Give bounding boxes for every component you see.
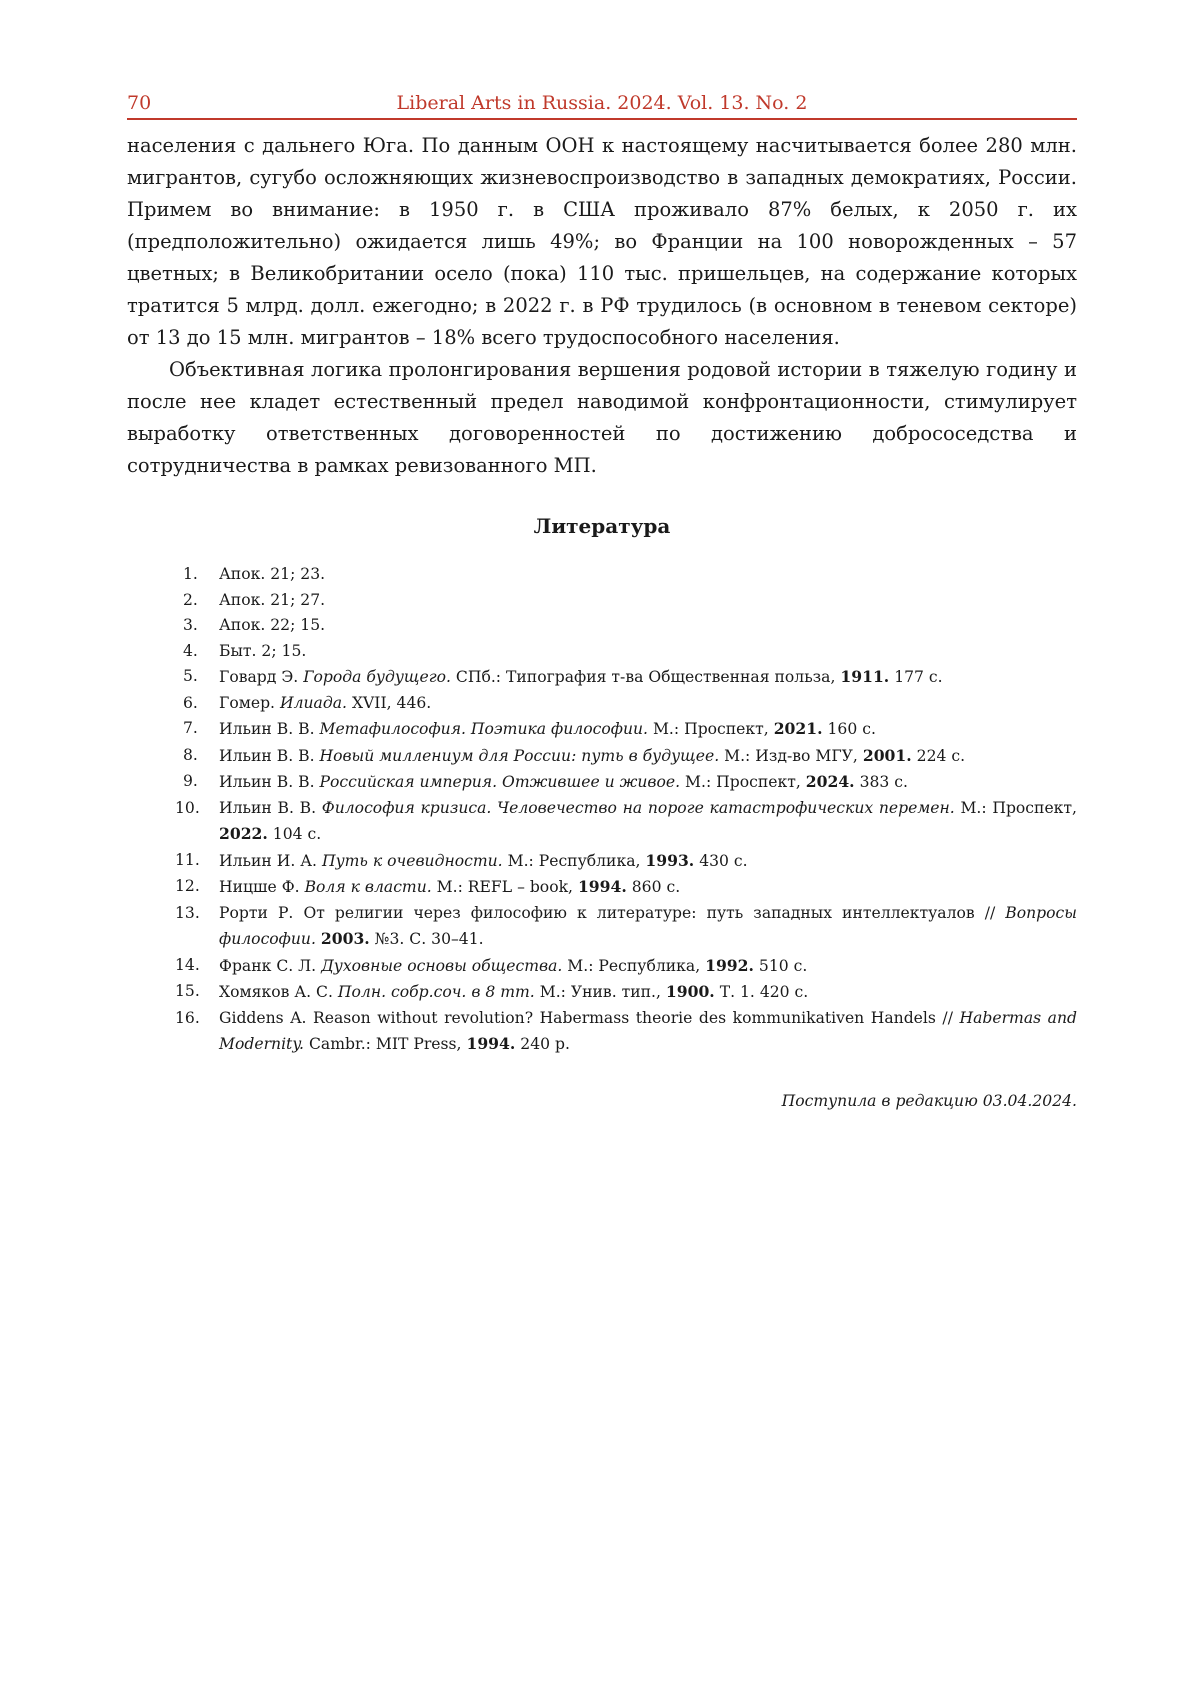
- reference-publisher: М.: Проспект,: [954, 798, 1077, 817]
- reference-number: 15.: [175, 982, 200, 1000]
- reference-year: 1992.: [705, 955, 754, 975]
- reference-author: Франк С. Л.: [219, 956, 322, 975]
- references-list: [127, 562, 1077, 1058]
- reference-item: [183, 769, 1077, 796]
- reference-title: Метафилософия. Поэтика философии.: [319, 720, 648, 738]
- reference-author: Рорти Р. От религии через философию к литературе: путь западных интеллектуалов //: [219, 903, 1006, 922]
- reference-year: 1993.: [645, 850, 695, 870]
- reference-year: 2001.: [862, 745, 912, 765]
- reference-publisher: М.: Республика,: [502, 851, 646, 870]
- reference-number: 11.: [175, 850, 200, 869]
- reference-publisher: М.: Проспект,: [648, 720, 774, 738]
- reference-pages: 160 с.: [822, 720, 876, 738]
- reference-number: 7.: [183, 719, 198, 737]
- reference-number: 12.: [175, 877, 200, 895]
- references-heading: Литература: [533, 514, 671, 538]
- reference-year: 2022.: [219, 824, 268, 843]
- reference-number: 14.: [175, 955, 200, 974]
- body-paragraph-2: Объективная логика пролонгирования вершения родовой истории в тяжелую годину и после нее кладет естественный предел наводимой конфронтационности, стимулирует выработку ответственных договоренностей по достижению добрососедства и сотрудничества в рамках ревизованного МП.: [127, 358, 1077, 477]
- reference-item: [183, 716, 1077, 743]
- reference-pages: 383 с.: [854, 773, 908, 791]
- reference-title: Илиада.: [279, 693, 347, 712]
- reference-item: [175, 953, 1077, 980]
- reference-text: Быт. 2; 15.: [219, 641, 307, 660]
- reference-publisher: М.: Унив. тип.,: [534, 983, 666, 1001]
- article-page: [127, 88, 1077, 1110]
- reference-author: Говард Э.: [219, 668, 304, 686]
- reference-author: Giddens A. Reason without revolution? Habermass theorie des kommunikativen Handels //: [219, 1008, 960, 1027]
- reference-number: 4.: [183, 641, 198, 660]
- reference-pages: 240 p.: [515, 1035, 570, 1053]
- reference-title: Города будущего.: [303, 668, 451, 686]
- reference-item: [175, 1006, 1077, 1058]
- reference-item: [175, 979, 1077, 1006]
- reference-year: 1911.: [840, 667, 890, 686]
- reference-title: Российская империя. Отжившее и живое.: [319, 773, 681, 791]
- reference-year: 2003.: [320, 929, 370, 948]
- reference-item: [175, 796, 1077, 848]
- reference-number: 6.: [183, 693, 198, 712]
- reference-title: Духовные основы общества.: [321, 956, 563, 975]
- reference-author: Ильин В. В.: [219, 798, 322, 817]
- reference-item: [183, 613, 1077, 639]
- reference-author: Гомер.: [219, 693, 280, 712]
- reference-item: [183, 562, 1077, 588]
- reference-title: Habermas and Modernity.: [219, 1008, 1077, 1053]
- reference-pages: 104 с.: [267, 825, 322, 843]
- reference-author: Ильин В. В.: [219, 773, 320, 791]
- reference-pages: 860 с.: [626, 878, 681, 896]
- reference-year: 2021.: [773, 719, 823, 738]
- reference-item: [183, 664, 1077, 691]
- reference-publisher: М.: REFL – book,: [431, 878, 578, 896]
- reference-text: Апок. 22; 15.: [219, 616, 326, 634]
- reference-year: 2024.: [805, 772, 855, 791]
- reference-item: [175, 874, 1077, 901]
- reference-author: Ильин И. А.: [219, 851, 322, 870]
- reference-number: 1.: [183, 565, 198, 583]
- reference-author: Ильин В. В.: [219, 720, 320, 738]
- reference-title: Полн. собр.соч. в 8 тт.: [337, 983, 535, 1001]
- reference-number: 13.: [175, 903, 200, 922]
- reference-publisher: Cambr.: MIT Press,: [304, 1035, 467, 1053]
- running-title: Liberal Arts in Russia. 2024. Vol. 13. No. 2: [396, 92, 808, 114]
- reference-pages: Т. 1. 420 с.: [714, 983, 809, 1001]
- reference-number: 3.: [183, 616, 198, 634]
- reference-number: 5.: [183, 667, 198, 685]
- reference-title: Философия кризиса. Человечество на пороге катастрофических перемен.: [321, 798, 955, 817]
- page-number: 70: [127, 92, 152, 114]
- reference-number: 2.: [183, 590, 198, 609]
- page-header: [127, 88, 1077, 120]
- reference-author: Ницше Ф.: [219, 878, 305, 896]
- reference-year: 1994.: [577, 877, 627, 896]
- reference-title: Вопросы философии.: [219, 903, 1077, 948]
- reference-author: Хомяков А. С.: [219, 983, 338, 1001]
- reference-pages: 430 с.: [694, 851, 748, 870]
- reference-text: Апок. 21; 23.: [219, 565, 326, 583]
- reference-pages: 177 с.: [889, 668, 943, 686]
- reference-number: 9.: [183, 772, 198, 790]
- reference-item: [183, 588, 1077, 614]
- reference-title: Путь к очевидности.: [321, 851, 503, 870]
- reference-pages: 224 с.: [911, 746, 966, 765]
- body-paragraph-1: населения с дальнего Юга. По данным ООН к настоящему насчитывается более 280 млн. мигрантов, сугубо осложняющих жизневоспроизводство в западных демократиях, России. Примем во внимание: в 1950 г. в США проживало 87% белых, к 2050 г. их (предположительно) ожидается лишь 49%; во Франции на 100 новорожденных – 57 цветных; в Великобритании осело (пока) 110 тыс. пришельцев, на содержание которых тратится 5 млрд. долл. ежегодно; в 2022 г. в РФ трудилось (в основном в теневом секторе) от 13 до 15 млн. мигрантов – 18% всего трудоспособного населения.: [127, 134, 1077, 349]
- body-text: [127, 130, 1077, 482]
- reference-publisher: М.: Республика,: [562, 956, 706, 975]
- reference-number: 8.: [183, 745, 198, 764]
- reference-year: 1900.: [665, 982, 715, 1001]
- reference-text: Апок. 21; 27.: [219, 590, 326, 609]
- reference-item: [183, 691, 1077, 717]
- reference-pages: №3. С. 30–41.: [369, 930, 484, 948]
- reference-item: [183, 743, 1077, 770]
- reference-publisher: XVII, 446.: [346, 693, 432, 712]
- received-date-note: Поступила в редакцию 03.04.2024.: [781, 1091, 1077, 1110]
- reference-title: Воля к власти.: [304, 878, 432, 896]
- reference-item: [175, 848, 1077, 875]
- reference-pages: 510 с.: [753, 956, 808, 975]
- reference-number: 10.: [175, 798, 200, 817]
- reference-publisher: М.: Проспект,: [680, 773, 806, 791]
- reference-publisher: СПб.: Типография т-ва Общественная польза,: [450, 668, 841, 686]
- reference-author: Ильин В. В.: [219, 746, 320, 765]
- reference-year: 1994.: [466, 1034, 516, 1053]
- reference-item: [183, 639, 1077, 665]
- reference-item: [175, 901, 1077, 953]
- reference-publisher: М.: Изд-во МГУ,: [719, 746, 863, 765]
- reference-number: 16.: [175, 1008, 200, 1027]
- reference-title: Новый миллениум для России: путь в будущее.: [319, 746, 720, 765]
